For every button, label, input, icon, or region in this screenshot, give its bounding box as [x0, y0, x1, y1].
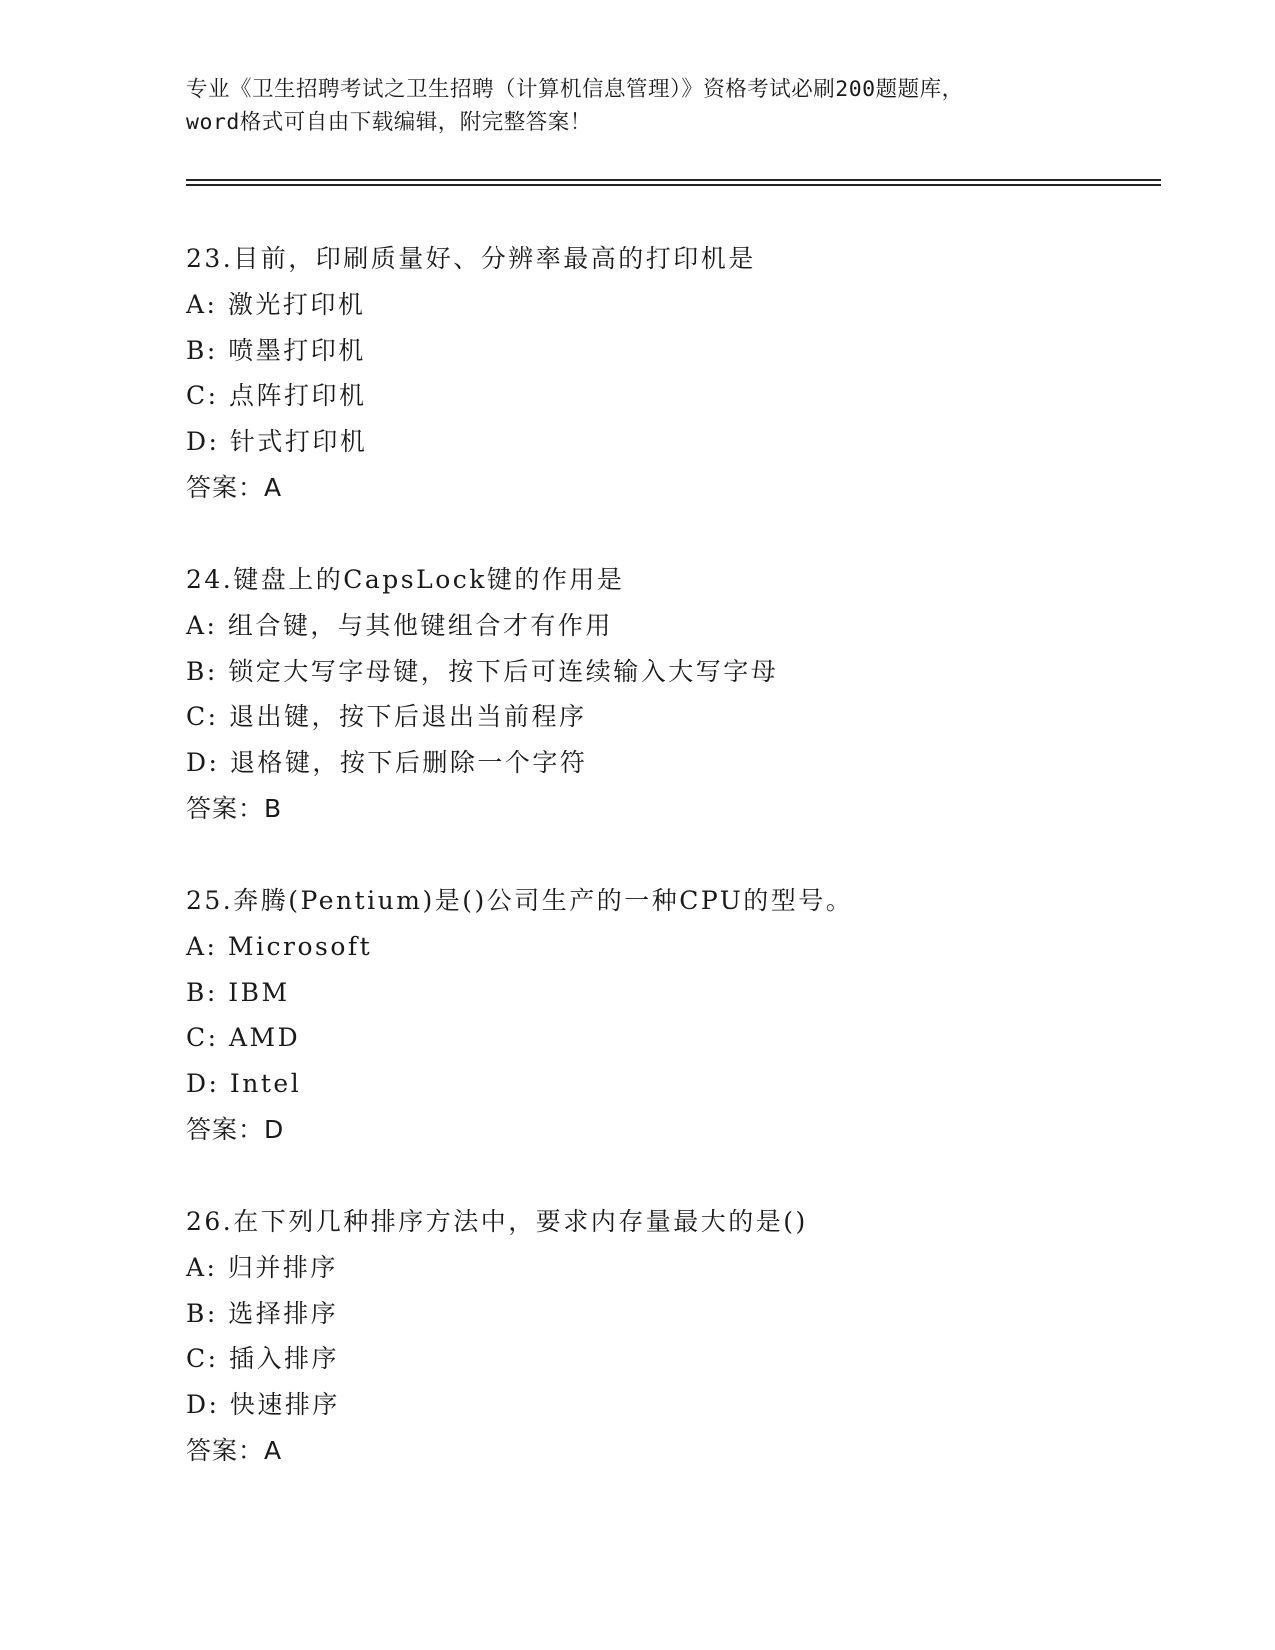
option-b: B: 选择排序 — [186, 1298, 339, 1328]
question-block — [186, 1199, 1146, 1520]
header-line-2: word格式可自由下载编辑，附完整答案！ — [186, 110, 592, 135]
header-divider-bottom — [186, 184, 1161, 186]
header-divider-top — [186, 179, 1161, 181]
question-stem: 26.在下列几种排序方法中，要求内存量最大的是() — [186, 1207, 808, 1236]
option-a: A: 组合键，与其他键组合才有作用 — [186, 610, 613, 640]
answer-line: 答案：B — [186, 793, 283, 823]
question-stem: 23.目前，印刷质量好、分辨率最高的打印机是 — [186, 244, 756, 273]
option-d: D: Intel — [186, 1069, 302, 1099]
question-list — [186, 236, 1146, 1520]
option-b: B: IBM — [186, 977, 290, 1007]
option-d: D: 退格键，按下后删除一个字符 — [186, 748, 588, 778]
option-c: C: 退出键，按下后退出当前程序 — [186, 702, 587, 732]
option-b: B: 锁定大写字母键，按下后可连续输入大写字母 — [186, 656, 779, 686]
header-line-1: 专业《卫生招聘考试之卫生招聘（计算机信息管理）》资格考试必刷200题题库， — [186, 77, 964, 102]
answer-line: 答案：A — [186, 1435, 283, 1465]
option-d: D: 快速排序 — [186, 1390, 340, 1420]
option-a: A: Microsoft — [186, 931, 373, 961]
question-block — [186, 236, 1146, 557]
document-header — [186, 73, 1106, 139]
question-block — [186, 557, 1146, 878]
answer-line: 答案：A — [186, 472, 283, 502]
option-a: A: 归并排序 — [186, 1252, 338, 1282]
question-block — [186, 878, 1146, 1199]
option-d: D: 针式打印机 — [186, 427, 368, 457]
option-b: B: 喷墨打印机 — [186, 335, 366, 365]
answer-line: 答案：D — [186, 1114, 285, 1144]
option-a: A: 激光打印机 — [186, 289, 366, 319]
option-c: C: AMD — [186, 1023, 301, 1053]
question-stem: 25.奔腾(Pentium)是()公司生产的一种CPU的型号。 — [186, 886, 854, 915]
option-c: C: 点阵打印机 — [186, 381, 367, 411]
question-stem: 24.键盘上的CapsLock键的作用是 — [186, 565, 625, 594]
option-c: C: 插入排序 — [186, 1344, 339, 1374]
